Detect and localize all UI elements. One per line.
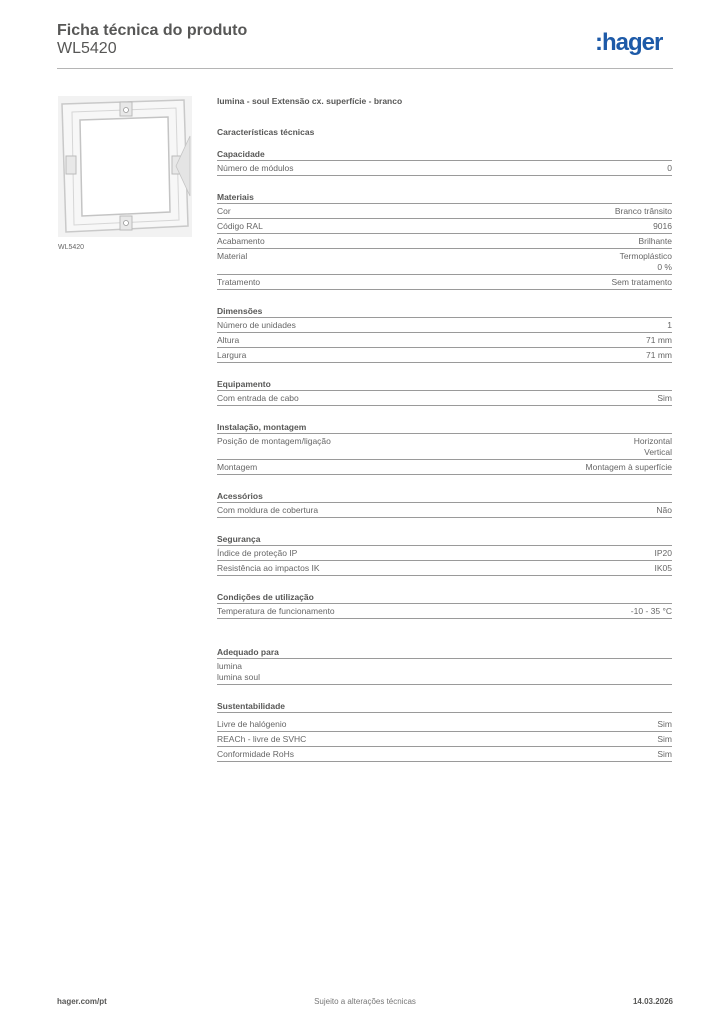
spec-row <box>217 717 672 732</box>
section-instalacao <box>217 422 672 475</box>
spec-row <box>217 249 672 275</box>
spec-row <box>217 204 672 219</box>
section-title: Adequado para <box>217 647 672 659</box>
product-image <box>58 96 192 237</box>
logo-text: :hager <box>595 29 663 56</box>
hager-logo <box>595 28 673 56</box>
spec-label: Cor <box>217 206 231 216</box>
spec-value: 1 <box>667 320 672 330</box>
spec-row <box>217 161 672 176</box>
image-caption: WL5420 <box>58 244 85 251</box>
spec-value-secondary: 0 % <box>657 262 672 272</box>
spec-label: Com entrada de cabo <box>217 393 299 403</box>
spec-value: IK05 <box>654 563 672 573</box>
spec-label: Temperatura de funcionamento <box>217 606 335 616</box>
section-title: Segurança <box>217 534 672 546</box>
spec-row <box>217 434 672 460</box>
section-sustentabilidade <box>217 701 672 762</box>
section-dimensoes <box>217 306 672 363</box>
spec-label: Conformidade RoHs <box>217 749 295 759</box>
spec-label: Montagem <box>217 462 258 472</box>
section-title: Condições de utilização <box>217 592 672 604</box>
spec-row <box>217 604 672 619</box>
footer-notice: Sujeito a alterações técnicas <box>314 997 416 1006</box>
spec-label: Tratamento <box>217 277 261 287</box>
footer-date: 14.03.2026 <box>632 997 673 1006</box>
spec-value: Sem tratamento <box>611 277 672 287</box>
spec-row <box>217 391 672 406</box>
spec-row <box>217 747 672 762</box>
spec-row <box>217 333 672 348</box>
spec-value: Sim <box>657 719 672 729</box>
spec-value: Montagem à superfície <box>585 462 672 472</box>
spec-label: Número de módulos <box>217 163 294 173</box>
spec-value-multi <box>620 251 672 273</box>
section-adequado <box>217 647 672 685</box>
spec-row <box>217 348 672 363</box>
spec-label: Acabamento <box>217 236 265 246</box>
footer-website-link[interactable]: hager.com/pt <box>57 997 107 1006</box>
spec-value-multi <box>634 436 672 458</box>
spec-label: Índice de proteção IP <box>217 548 298 558</box>
spec-label: Código RAL <box>217 221 263 231</box>
spec-label: Com moldura de cobertura <box>217 505 319 515</box>
section-capacidade <box>217 149 672 176</box>
header-divider <box>57 68 673 69</box>
list-item: lumina soul <box>217 672 260 682</box>
compat-list <box>217 659 672 685</box>
page-footer <box>57 997 673 1011</box>
spec-row <box>217 503 672 518</box>
spec-value: Branco trânsito <box>614 206 672 216</box>
section-title: Acessórios <box>217 491 672 503</box>
spec-value: 9016 <box>653 221 672 231</box>
spec-value: Sim <box>657 393 672 403</box>
section-materiais <box>217 192 672 290</box>
spec-row <box>217 546 672 561</box>
section-title: Sustentabilidade <box>217 701 672 713</box>
spec-value: IP20 <box>654 548 672 558</box>
tech-heading: Características técnicas <box>217 127 315 137</box>
page-header <box>57 20 675 70</box>
spec-value: Termoplástico <box>619 251 672 261</box>
section-seguranca <box>217 534 672 576</box>
spec-content <box>217 96 672 762</box>
spec-label: Largura <box>217 350 247 360</box>
spec-row <box>217 318 672 333</box>
section-title: Materiais <box>217 192 672 204</box>
section-acessorios <box>217 491 672 518</box>
spec-value: Brilhante <box>638 236 672 246</box>
spec-row <box>217 219 672 234</box>
spec-label: REACh - livre de SVHC <box>217 734 307 744</box>
list-item: lumina <box>217 661 243 671</box>
spec-label: Altura <box>217 335 240 345</box>
spec-value: Sim <box>657 749 672 759</box>
spec-value: 0 <box>667 163 672 173</box>
spec-row <box>217 275 672 290</box>
spec-row <box>217 460 672 475</box>
spec-label: Livre de halógenio <box>217 719 287 729</box>
section-title: Dimensões <box>217 306 672 318</box>
section-title: Instalação, montagem <box>217 422 672 434</box>
spec-value: 71 mm <box>646 350 672 360</box>
section-condicoes <box>217 592 672 619</box>
spec-label: Material <box>217 251 248 261</box>
spec-value: Não <box>656 505 672 515</box>
spec-label: Posição de montagem/ligação <box>217 436 331 446</box>
section-title: Equipamento <box>217 379 672 391</box>
spec-value: 71 mm <box>646 335 672 345</box>
spec-value: Sim <box>657 734 672 744</box>
spec-label: Resistência ao impactos IK <box>217 563 320 573</box>
section-equipamento <box>217 379 672 406</box>
spec-label: Número de unidades <box>217 320 296 330</box>
spec-row <box>217 561 672 576</box>
spec-value: Horizontal <box>633 436 672 446</box>
product-description: lumina - soul Extensão cx. superfície - branco <box>217 96 403 106</box>
page-title: Ficha técnica do produto <box>57 22 248 39</box>
spec-row <box>217 732 672 747</box>
section-title: Capacidade <box>217 149 672 161</box>
spec-row <box>217 234 672 249</box>
spec-value-secondary: Vertical <box>644 447 672 457</box>
spec-value: -10 - 35 °C <box>630 606 672 616</box>
product-code: WL5420 <box>57 40 117 57</box>
